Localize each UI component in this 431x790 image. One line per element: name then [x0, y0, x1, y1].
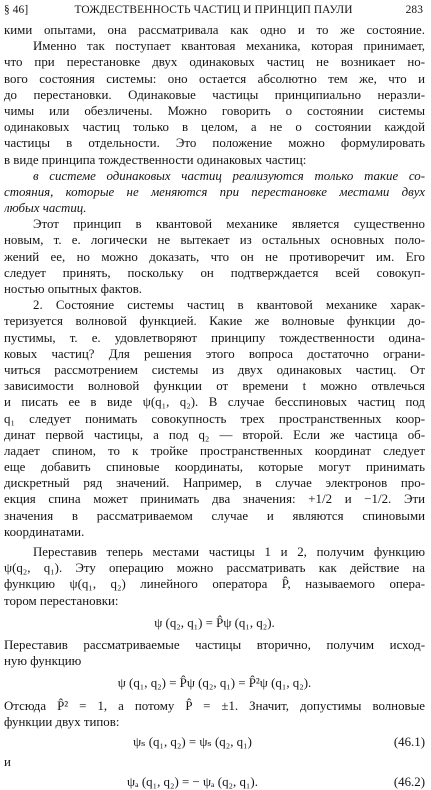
- text-line: что при перестановке двух одинаковых частиц не возникает но-: [4, 55, 425, 70]
- text-line: Переставив рассматриваемые частицы вторично, получим исход-: [4, 637, 425, 652]
- page-body: [4, 22, 425, 790]
- text-line: координатами.: [4, 524, 85, 539]
- text-line: функции двух типов:: [4, 714, 120, 729]
- text-line: вого состояния системы: оно остается абсолютно тем же, что и: [4, 71, 425, 86]
- page-number: 283: [405, 4, 423, 16]
- text-line: еще добавить спиновые координаты, которые могут принимать: [4, 460, 425, 475]
- text-line: ную функцию: [4, 654, 82, 669]
- text-line: пустимы, т. е. удовлетворяют принципу тождественности одина-: [4, 330, 425, 345]
- text-line: значения в рассматриваемом случае и являются спиновыми: [4, 508, 425, 523]
- text-line: читься рассмотрением системы из двух одинаковых частиц. От: [4, 362, 425, 377]
- conjunction-line: и: [4, 755, 11, 770]
- text-line: до перестановки. Одинаковые частицы принципиально неразли-: [4, 87, 425, 102]
- text-line: ψ(q₂, q₁). Эту операцию можно рассматривать как действие на: [4, 561, 425, 576]
- text-line: чимы или обезличены. Можно говорить о состоянии системы: [4, 103, 425, 118]
- text-line: жений ее, но можно доказать, что он не противоречит им. Его: [4, 249, 425, 264]
- text-line: тором перестановки:: [4, 593, 119, 608]
- text-line: ладает спином, то к тройке пространственных координат следует: [4, 443, 425, 458]
- running-title: ТОЖДЕСТВЕННОСТЬ ЧАСТИЦ И ПРИНЦИП ПАУЛИ: [74, 4, 353, 16]
- text-line: ностью опытных фактов.: [4, 282, 143, 296]
- text-line: дискретный ряд значений. Например, в случае электронов про-: [4, 476, 425, 491]
- text-line: Переставив теперь местами частицы 1 и 2, получим функцию: [33, 545, 425, 559]
- text-line: зависимости волновой функции от времени t можно отвлечься: [4, 379, 425, 394]
- text-line: екция спина может принимать два значения: +1/2 и −1/2. Эти: [4, 492, 425, 507]
- text-line: новым, т. е. логически не вытекает из остальных основных поло-: [4, 233, 425, 248]
- equation-double-permutation: ψ (q₁, q₂) = P̂ψ (q₂, q₁) = P̂²ψ (q₁, q₂).: [117, 676, 312, 691]
- section-marker: § 46]: [4, 4, 29, 16]
- text-line: кими опытами, она рассматривала как одно и то же состояние.: [4, 23, 425, 37]
- text-line: Отсюда P̂² = 1, а потому P̂ = ±1. Значит, допустимы волновые: [4, 698, 425, 713]
- text-line: в виде принципа тождественности одинаковых частиц:: [4, 152, 307, 167]
- equation-row-46-2: [4, 774, 425, 790]
- text-line: ковых частиц? Для решения этого вопроса достаточно ограни-: [4, 346, 425, 361]
- text-line: функцию ψ(q₁, q₂) линейного оператора P̂, называемого опера-: [4, 577, 425, 592]
- text-line: теризуется волновой функцией. Какие же волновые функции до-: [4, 314, 425, 329]
- text-line: частицы в отдельности. Это положение можно формулировать: [4, 136, 425, 151]
- antisymmetric-equation: ψₐ (q₁, q₂) = − ψₐ (q₂, q₁).: [127, 775, 258, 790]
- text-line: динат первой частицы, а под q₂ — второй. Если же частица об-: [4, 427, 425, 442]
- text-line: q₁ следует понимать совокупность трех пространственных коор-: [4, 411, 425, 426]
- text-line: Этот принцип в квантовой механике является существенно: [33, 217, 425, 232]
- symmetric-equation: ψₛ (q₁, q₂) = ψₛ (q₂, q₁): [133, 734, 252, 749]
- equation-number: (46.2): [393, 775, 425, 790]
- text-line: следует принять, поскольку он подтверждается всей совокуп-: [4, 265, 425, 280]
- running-header: [4, 4, 423, 20]
- text-line: одинаковых частиц только в целом, а не о состоянии каждой: [4, 120, 425, 135]
- text-line: 2. Состояние системы частиц в квантовой механике харак-: [33, 298, 425, 313]
- principle-statement-line: в системе одинаковых частиц реализуются только такие со-: [33, 168, 425, 183]
- equation-row-46-1: [4, 734, 425, 750]
- equation-permutation: ψ (q₂, q₁) = P̂ψ (q₁, q₂).: [154, 615, 275, 630]
- equation-number: (46.1): [393, 734, 425, 749]
- text-line: и писать ее в виде ψ(q₁, q₂). В случае бесспиновых частиц под: [4, 395, 425, 410]
- principle-statement-line: любых частиц.: [4, 201, 87, 216]
- text-line: Именно так поступает квантовая механика, которая принимает,: [33, 39, 425, 54]
- principle-statement-line: стояния, которые не меняются при перестановке местами двух: [4, 184, 425, 199]
